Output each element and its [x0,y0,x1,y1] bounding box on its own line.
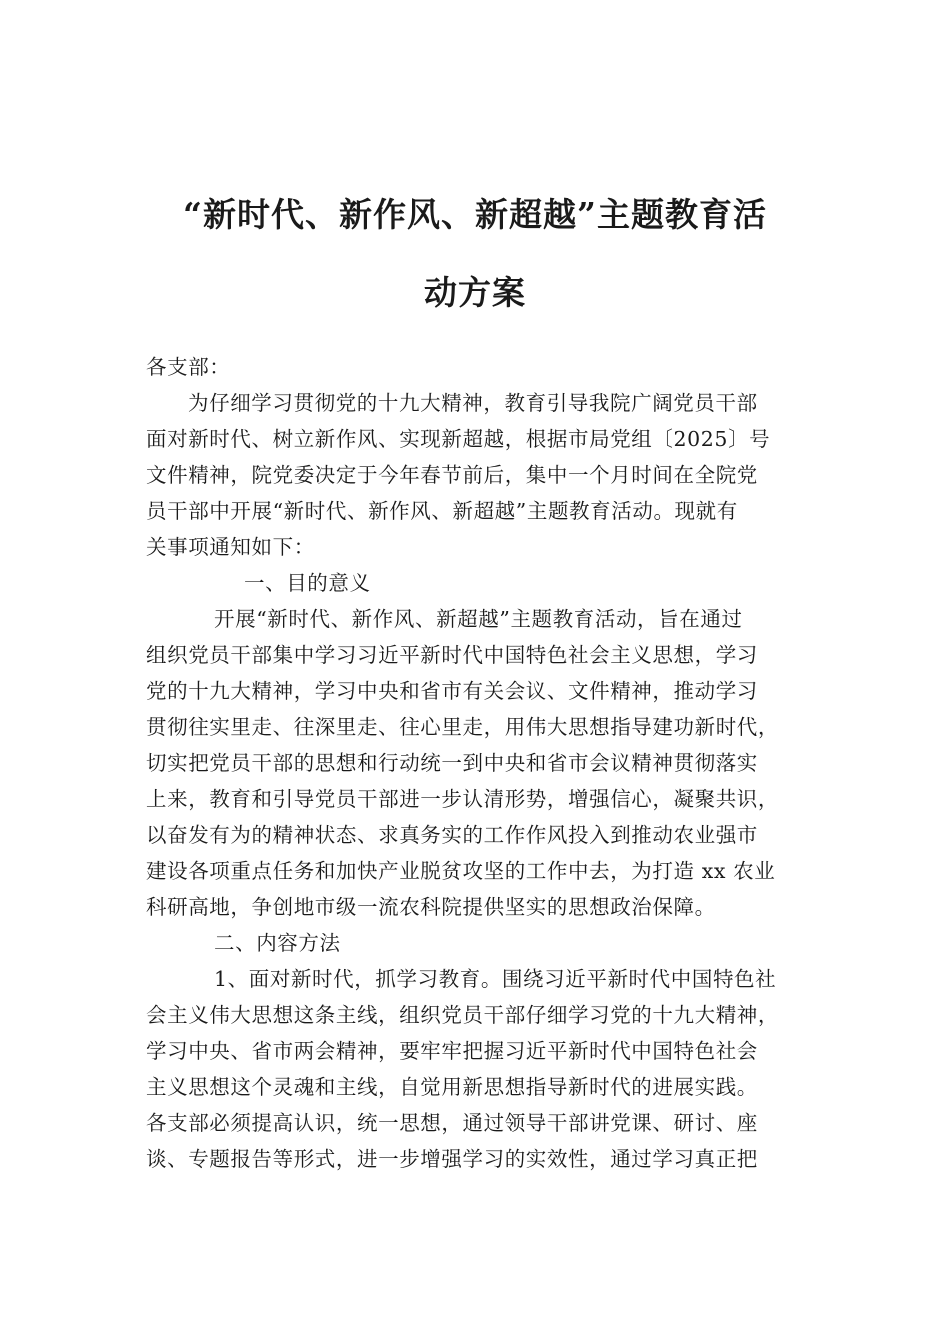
document-title-line-1: “新时代、新作风、新超越”主题教育活 [183,195,767,234]
section-heading: 一、目的意义 [244,571,371,595]
paragraph-line: 谈、专题报告等形式，进一步增强学习的实效性，通过学习真正把 [146,1147,758,1171]
paragraph-line: 科研高地，争创地市级一流农科院提供坚实的思想政治保障。 [146,895,716,919]
paragraph-line: 学习中央、省市两会精神，要牢牢把握习近平新时代中国特色社会 [146,1039,758,1063]
paragraph-line: 1、面对新时代，抓学习教育。围绕习近平新时代中国特色社 [214,967,777,991]
paragraph-line: 党的十九大精神，学习中央和省市有关会议、文件精神，推动学习 [146,679,758,703]
paragraph-line: 组织党员干部集中学习习近平新时代中国特色社会主义思想，学习 [146,643,758,667]
paragraph-line: 贯彻往实里走、往深里走、往心里走，用伟大思想指导建功新时代， [146,715,779,739]
paragraph-line: 为仔细学习贯彻党的十九大精神，教育引导我院广阔党员干部 [188,391,758,415]
salutation: 各支部： [146,355,231,379]
paragraph-line: 员干部中开展“新时代、新作风、新超越”主题教育活动。现就有 [146,499,738,523]
section-heading: 二、内容方法 [214,931,341,955]
paragraph-line: 面对新时代、树立新作风、实现新超越，根据市局党组〔2025〕号 [146,427,771,451]
paragraph-line: 以奋发有为的精神状态、求真务实的工作作风投入到推动农业强市 [146,823,758,847]
document-title-line-2: 动方案 [424,273,526,312]
paragraph-line: 建设各项重点任务和加快产业脱贫攻坚的工作中去，为打造 xx 农业 [146,859,776,883]
paragraph-line: 各支部必须提高认识，统一思想，通过领导干部讲党课、研讨、座 [146,1111,758,1135]
paragraph-line: 上来，教育和引导党员干部进一步认清形势，增强信心，凝聚共识， [146,787,779,811]
paragraph-line: 主义思想这个灵魂和主线，自觉用新思想指导新时代的进展实践。 [146,1075,758,1099]
paragraph-line: 切实把党员干部的思想和行动统一到中央和省市会议精神贯彻落实 [146,751,758,775]
paragraph-line: 关事项通知如下： [146,535,315,559]
paragraph-line: 开展“新时代、新作风、新超越”主题教育活动，旨在通过 [214,607,743,631]
paragraph-line: 会主义伟大思想这条主线，组织党员干部仔细学习党的十九大精神， [146,1003,779,1027]
paragraph-line: 文件精神，院党委决定于今年春节前后，集中一个月时间在全院党 [146,463,758,487]
